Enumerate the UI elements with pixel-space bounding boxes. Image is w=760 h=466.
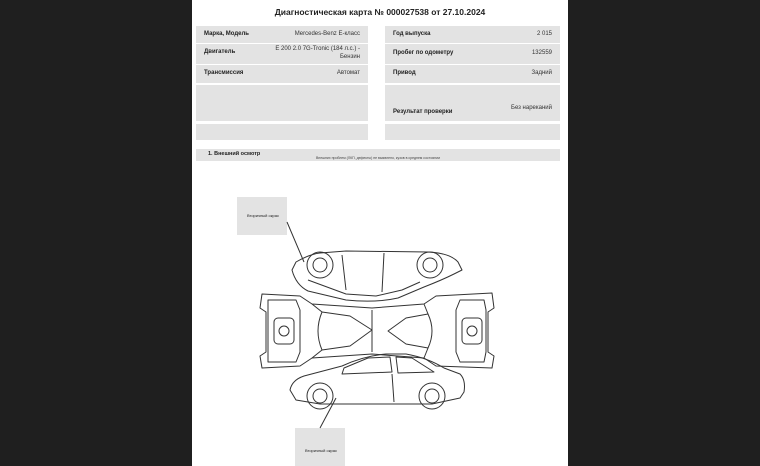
make-model-value: Mercedes-Benz E-класс — [294, 31, 360, 37]
diagnostic-card-page — [192, 0, 568, 466]
page-title: Диагностическая карта № 000027538 от 27.10.2024 — [274, 7, 486, 17]
drive-value: Задний — [531, 70, 552, 76]
engine-label: Двигатель — [204, 49, 236, 55]
damage-note-bottom-text: Вторичный окрас — [305, 448, 337, 453]
transmission-label: Трансмиссия — [204, 70, 244, 76]
transmission-value: Автомат — [336, 70, 360, 76]
drive-label: Привод — [393, 70, 416, 76]
car-top-view — [260, 293, 494, 368]
engine-value-line2: Бензин — [339, 54, 360, 60]
result-value: Без нареканий — [511, 105, 552, 111]
car-body-diagram — [192, 0, 568, 466]
mileage-value: 132559 — [531, 50, 552, 56]
year-value: 2 015 — [536, 31, 552, 37]
result-label: Результат проверки — [393, 109, 453, 115]
car-side-view-top — [292, 251, 462, 301]
car-side-view-bottom — [290, 354, 465, 409]
section-note: Внешних проблем (ЛКП, дефекты) не выявлено, кузов в среднем состоянии — [315, 156, 441, 160]
pointer-line-top — [287, 222, 304, 262]
section-title: 1. Внешний осмотр — [208, 151, 261, 157]
damage-note-top-text: Вторичный окрас — [247, 213, 279, 218]
mileage-label: Пробег по одометру — [393, 50, 454, 56]
make-model-label: Марка, Модель — [204, 31, 249, 37]
engine-value-line1: E 200 2.0 7G-Tronic (184 л.с.) - — [275, 46, 360, 52]
year-label: Год выпуска — [393, 31, 431, 37]
